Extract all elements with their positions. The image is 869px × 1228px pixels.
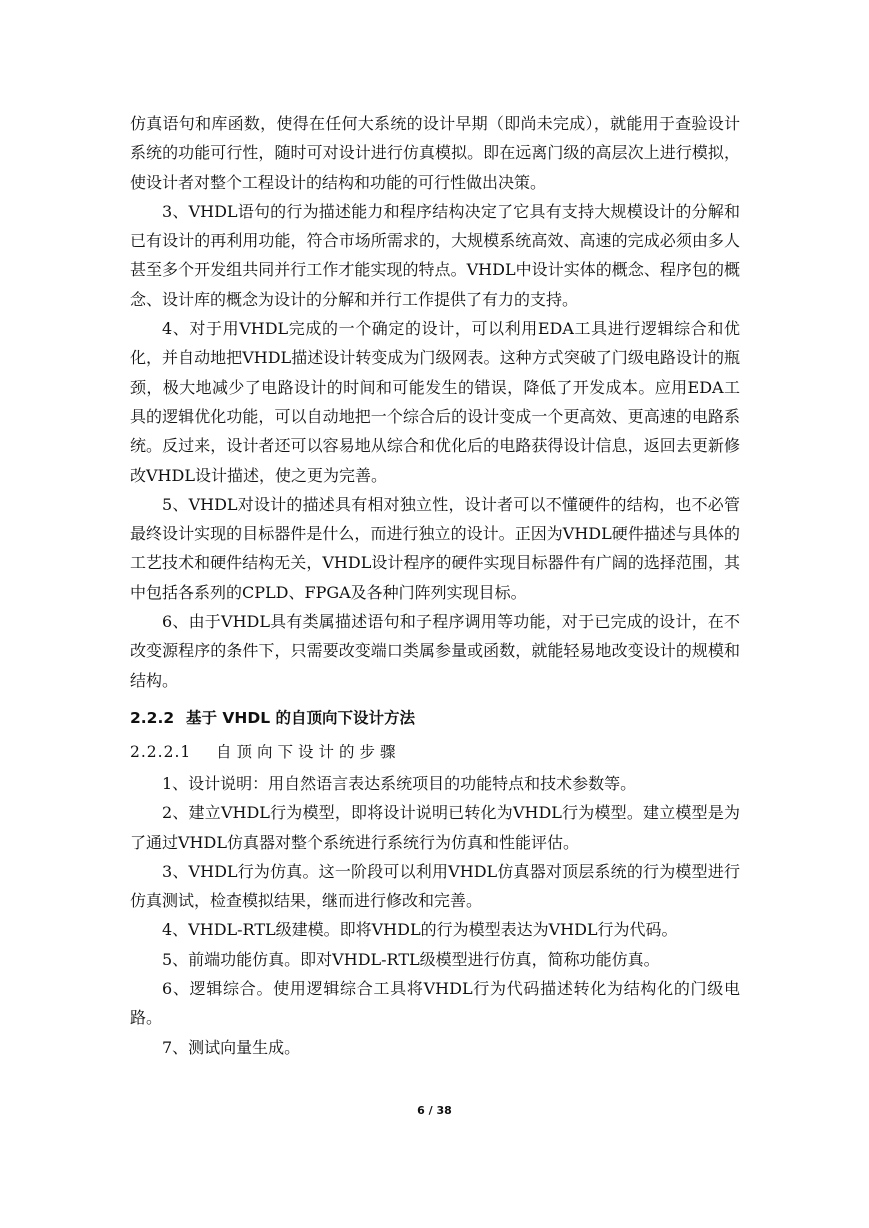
subsection-heading-title: 自顶向下设计的步骤 [216, 742, 401, 761]
paragraph-continuation: 仿真语句和库函数，使得在任何大系统的设计早期（即尚未完成），就能用于查验设计系统的功能可行性，随时可对设计进行仿真模拟。即在远离门级的高层次上进行模拟，使设计者对整个工程设计的结构和功能的可行性做出决策。 [130, 114, 740, 192]
section-heading-title: 基于 VHDL 的自顶向下设计方法 [186, 708, 416, 727]
paragraph-point-3: 3、VHDL语句的行为描述能力和程序结构决定了它具有支持大规模设计的分解和已有设计的再利用功能，符合市场所需求的，大规模系统高效、高速的完成必须由多人甚至多个开发组共同并行工作才能实现的特点。VHDL中设计实体的概念、程序包的概念、设计库的概念为设计的分解和并行工作提供了有力的支持。 [130, 201, 740, 309]
step-item: 2、建立VHDL行为模型，即将设计说明已转化为VHDL行为模型。建立模型是为了通过VHDL仿真器对整个系统进行系统行为仿真和性能评估。 [130, 803, 740, 852]
step-item: 3、VHDL行为仿真。这一阶段可以利用VHDL仿真器对顶层系统的行为模型进行仿真测试，检查模拟结果，继而进行修改和完善。 [130, 861, 740, 911]
step-item: 1、设计说明：用自然语言表达系统项目的功能特点和技术参数等。 [162, 773, 637, 793]
paragraph-point-6: 6、由于VHDL具有类属描述语句和子程序调用等功能，对于已完成的设计，在不改变源程序的条件下，只需要改变端口类属参量或函数，就能轻易地改变设计的规模和结构。 [130, 612, 740, 690]
paragraph-point-4: 4、对于用VHDL完成的一个确定的设计，可以利用EDA工具进行逻辑综合和优化，并自动地把VHDL描述设计转变成为门级网表。这种方式突破了门级电路设计的瓶颈，极大地减少了电路设计的时间和可能发生的错误，降低了开发成本。应用EDA工具的逻辑优化功能，可以自动地把一个综合后的设计变成一个更高效、更高速的电路系统。反过来，设计者还可以容易地从综合和优化后的电路获得设计信息，返回去更新修改VHDL设计描述，使之更为完善。 [130, 319, 740, 485]
paragraph-point-5: 5、VHDL对设计的描述具有相对独立性，设计者可以不懂硬件的结构，也不必管最终设计实现的目标器件是什么，而进行独立的设计。正因为VHDL硬件描述与具体的工艺技术和硬件结构无关，VHDL设计程序的硬件实现目标器件有广阔的选择范围，其中包括各系列的CPLD、FPGA及各种门阵列实现目标。 [130, 494, 740, 602]
step-item: 6、逻辑综合。使用逻辑综合工具将VHDL行为代码描述转化为结构化的门级电路。 [130, 979, 740, 1028]
step-item: 5、前端功能仿真。即对VHDL-RTL级模型进行仿真，简称功能仿真。 [162, 949, 660, 969]
step-item: 7、测试向量生成。 [162, 1037, 301, 1057]
step-item: 4、VHDL-RTL级建模。即将VHDL的行为模型表达为VHDL行为代码。 [162, 920, 678, 940]
page-number: 6 / 38 [417, 1104, 452, 1117]
page-body [130, 109, 740, 1062]
section-heading [130, 702, 740, 734]
subsection-heading [130, 737, 740, 767]
section-heading-number: 2.2.2 [130, 708, 175, 727]
subsection-heading-number: 2.2.2.1 [130, 742, 192, 761]
